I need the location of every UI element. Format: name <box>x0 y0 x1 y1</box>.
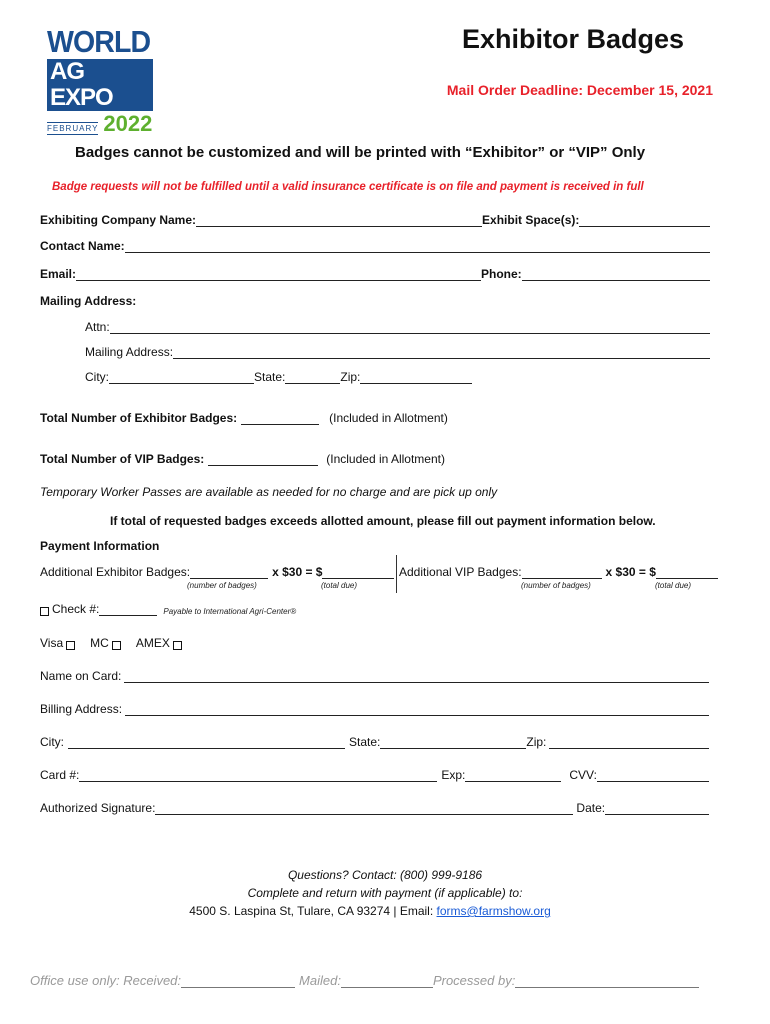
email-field[interactable] <box>76 269 481 281</box>
billing-state-label: State: <box>349 735 381 749</box>
company-label: Exhibiting Company Name: <box>40 213 197 227</box>
payment-divider <box>396 555 397 593</box>
office-mailed-field[interactable] <box>341 976 433 988</box>
mc-label: MC <box>90 636 109 650</box>
billing-address-field[interactable] <box>125 704 709 716</box>
card-number-field[interactable] <box>79 770 437 782</box>
signature-label: Authorized Signature: <box>40 801 156 815</box>
office-processed-label: Processed by: <box>432 973 516 988</box>
email-link[interactable]: forms@farmshow.org <box>436 904 551 918</box>
contact-name-field[interactable] <box>125 241 710 253</box>
payable-note: Payable to International Agri-Center® <box>163 607 297 616</box>
name-on-card-field[interactable] <box>124 671 709 683</box>
exhibitor-badges-field[interactable] <box>241 413 319 425</box>
exhibitor-badges-label: Total Number of Exhibitor Badges: <box>40 411 238 425</box>
check-checkbox[interactable] <box>40 607 49 616</box>
logo-world: WORLD <box>47 24 151 59</box>
questions-contact: Questions? Contact: (800) 999-9186 <box>287 868 483 882</box>
logo-month: FEBRUARY <box>47 124 99 133</box>
email-label: Email: <box>40 267 77 281</box>
mc-checkbox[interactable] <box>112 641 121 650</box>
visa-checkbox[interactable] <box>66 641 75 650</box>
additional-exhibitor-field[interactable] <box>190 567 268 579</box>
card-number-label: Card #: <box>40 768 80 782</box>
return-address-line <box>0 904 740 918</box>
exp-label: Exp: <box>441 768 466 782</box>
exhibitor-total-field[interactable] <box>322 567 394 579</box>
date-label: Date: <box>576 801 606 815</box>
exceed-allotment-note: If total of requested badges exceeds allotted amount, please fill out payment information below. <box>110 514 656 528</box>
cvv-label: CVV: <box>569 768 597 782</box>
additional-vip-field[interactable] <box>522 567 602 579</box>
attn-label: Attn: <box>85 320 110 334</box>
exhibitor-allotment-note: (Included in Allotment) <box>329 411 448 425</box>
vip-total-field[interactable] <box>656 567 718 579</box>
signature-field[interactable] <box>155 803 573 815</box>
mail-zip-label: Zip: <box>340 370 361 384</box>
mail-state-field[interactable] <box>285 372 340 384</box>
temporary-worker-note: Temporary Worker Passes are available as needed for no charge and are pick up only <box>40 485 498 499</box>
mail-city-label: City: <box>85 370 109 384</box>
name-on-card-label: Name on Card: <box>40 669 122 683</box>
office-received-label: Office use only: Received: <box>30 973 182 988</box>
exp-field[interactable] <box>465 770 561 782</box>
check-number-field[interactable] <box>99 604 157 616</box>
space-label: Exhibit Space(s): <box>482 213 580 227</box>
return-address: 4500 S. Laspina St, Tulare, CA 93274 | Email: <box>189 904 434 918</box>
vip-badges-label: Total Number of VIP Badges: <box>40 452 205 466</box>
customization-notice: Badges cannot be customized and will be printed with “Exhibitor” or “VIP” Only <box>75 144 646 161</box>
exhibitor-num-badges-hint: (number of badges) <box>187 581 257 590</box>
insurance-warning: Badge requests will not be fulfilled until a valid insurance certificate is on file and payment is received in full <box>52 181 644 193</box>
billing-address-label: Billing Address: <box>40 702 123 716</box>
attn-field[interactable] <box>110 322 710 334</box>
office-processed-field[interactable] <box>515 976 699 988</box>
mail-order-deadline: Mail Order Deadline: December 15, 2021 <box>446 82 713 98</box>
return-instructions: Complete and return with payment (if applicable) to: <box>247 886 523 900</box>
phone-field[interactable] <box>522 269 710 281</box>
vip-total-due-hint: (total due) <box>655 581 692 590</box>
vip-num-badges-hint: (number of badges) <box>521 581 591 590</box>
billing-city-label: City: <box>40 735 64 749</box>
additional-exhibitor-label: Additional Exhibitor Badges: <box>40 565 191 579</box>
mailing-address-field[interactable] <box>173 347 710 359</box>
mail-zip-field[interactable] <box>360 372 472 384</box>
additional-vip-label: Additional VIP Badges: <box>399 565 522 579</box>
amex-label: AMEX <box>135 636 170 650</box>
vip-allotment-note: (Included in Allotment) <box>326 452 445 466</box>
billing-city-field[interactable] <box>68 737 345 749</box>
page-title: Exhibitor Badges <box>461 24 684 54</box>
contact-label: Contact Name: <box>40 239 125 253</box>
company-name-field[interactable] <box>196 215 482 227</box>
amex-checkbox[interactable] <box>173 641 182 650</box>
exhibit-space-field[interactable] <box>579 215 710 227</box>
exhibitor-total-due-hint: (total due) <box>321 581 358 590</box>
check-label: Check #: <box>52 602 100 616</box>
logo-ag-expo: AG EXPO <box>47 59 153 111</box>
mail-city-field[interactable] <box>109 372 254 384</box>
world-ag-expo-logo <box>47 24 155 136</box>
billing-state-field[interactable] <box>380 737 526 749</box>
billing-zip-label: Zip: <box>526 735 547 749</box>
office-mailed-label: Mailed: <box>299 973 341 988</box>
office-received-field[interactable] <box>181 976 295 988</box>
mail-state-label: State: <box>254 370 286 384</box>
date-field[interactable] <box>605 803 709 815</box>
vip-badges-field[interactable] <box>208 454 318 466</box>
mailing-address-heading: Mailing Address: <box>40 294 137 308</box>
exhibitor-price: x $30 = $ <box>272 565 323 579</box>
logo-year: 2022 <box>103 111 153 136</box>
cvv-field[interactable] <box>597 770 709 782</box>
visa-label: Visa <box>40 636 64 650</box>
phone-label: Phone: <box>481 267 522 281</box>
vip-price: x $30 = $ <box>605 565 656 579</box>
mailing-address-label: Mailing Address: <box>85 345 174 359</box>
billing-zip-field[interactable] <box>549 737 709 749</box>
payment-heading: Payment Information <box>40 539 160 553</box>
